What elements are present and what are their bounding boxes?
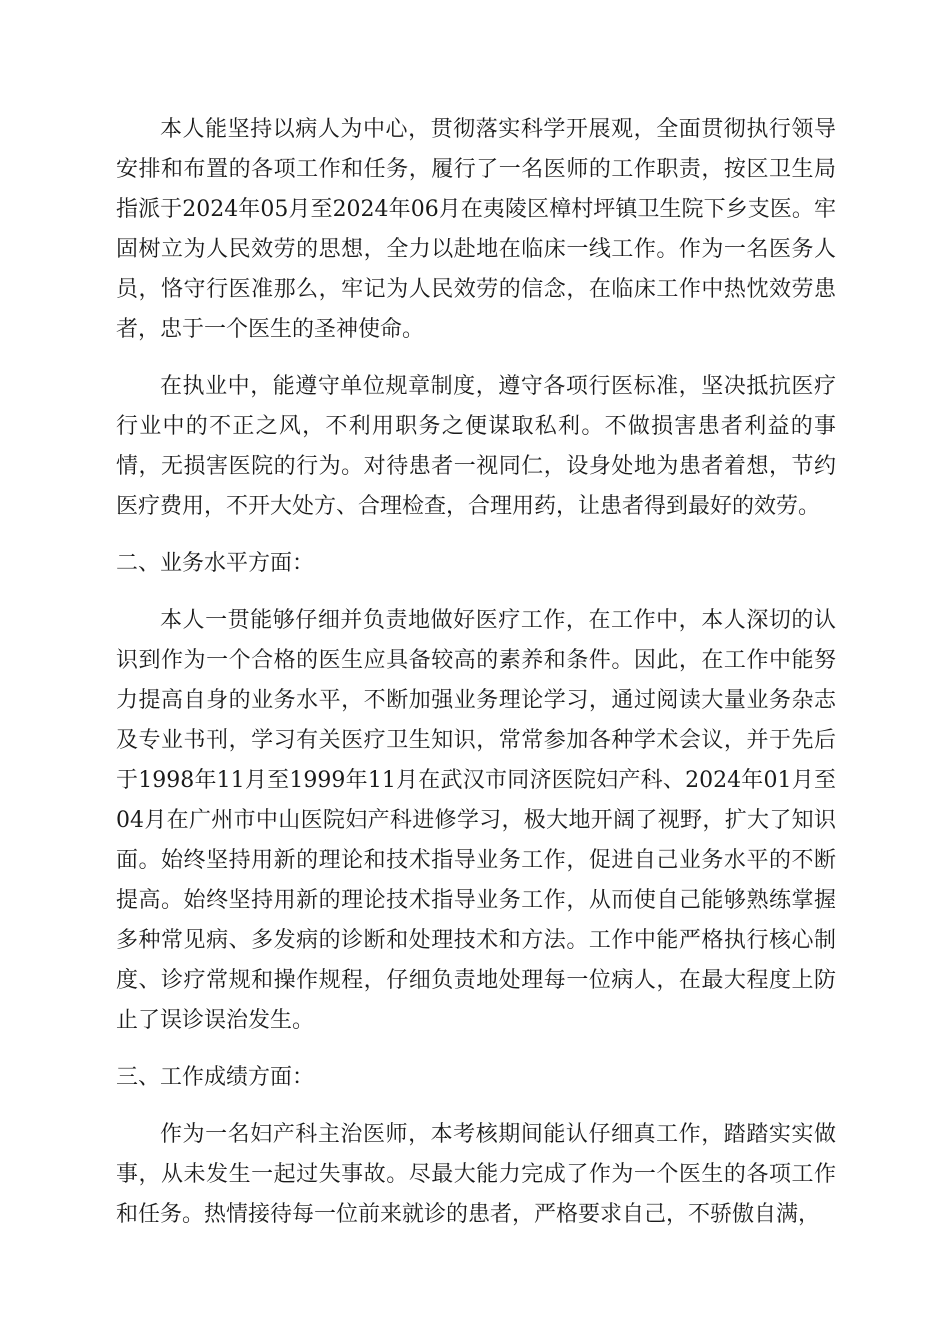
paragraph-practice-ethics: 在执业中，能遵守单位规章制度，遵守各项行医标准，坚决抵抗医疗行业中的不正之风，不利用职务之便谋取私利。不做损害患者利益的事情，无损害医院的行为。对待患者一视同仁，设身处地为患者着想，节约医疗费用，不开大处方、合理检查，合理用药，让患者得到最好的效劳。 [116,374,836,519]
section-heading-professional-level: 二、业务水平方面： [116,551,315,576]
paragraph-work-achievements: 作为一名妇产科主治医师，本考核期间能认仔细真工作，踏踏实实做事，从未发生一起过失事故。尽最大能力完成了作为一个医生的各项工作和任务。热情接待每一位前来就诊的患者，严格要求自己，不骄傲自满， [116,1122,836,1227]
section-heading-work-achievements: 三、工作成绩方面： [116,1065,315,1090]
paragraph-professional-level: 本人一贯能够仔细并负责地做好医疗工作，在工作中，本人深切的认识到作为一个合格的医生应具备较高的素养和条件。因此，在工作中能努力提高自身的业务水平，不断加强业务理论学习，通过阅读大量业务杂志及专业书刊，学习有关医疗卫生知识，常常参加各种学术会议，并于先后于1998年11月至1999年11月在武汉市同济医院妇产科、2024年01月至04月在广州市中山医院妇产科进修学习，极大地开阔了视野，扩大了知识面。始终坚持用新的理论和技术指导业务工作，促进自己业务水平的不断提高。始终坚持用新的理论技术指导业务工作，从而使自己能够熟练掌握多种常见病、多发病的诊断和处理技术和方法。工作中能严格执行核心制度、诊疗常规和操作规程，仔细负责地处理每一位病人，在最大程度上防止了误诊误治发生。 [116,608,836,1033]
paragraph-patient-centered: 本人能坚持以病人为中心，贯彻落实科学开展观，全面贯彻执行领导安排和布置的各项工作和任务，履行了一名医师的工作职责，按区卫生局指派于2024年05月至2024年06月在夷陵区樟村坪镇卫生院下乡支医。牢固树立为人民效劳的思想，全力以赴地在临床一线工作。作为一名医务人员，恪守行医准那么，牢记为人民效劳的信念，在临床工作中热忱效劳患者，忠于一个医生的圣神使命。 [116,117,836,342]
document-body [116,110,836,1252]
